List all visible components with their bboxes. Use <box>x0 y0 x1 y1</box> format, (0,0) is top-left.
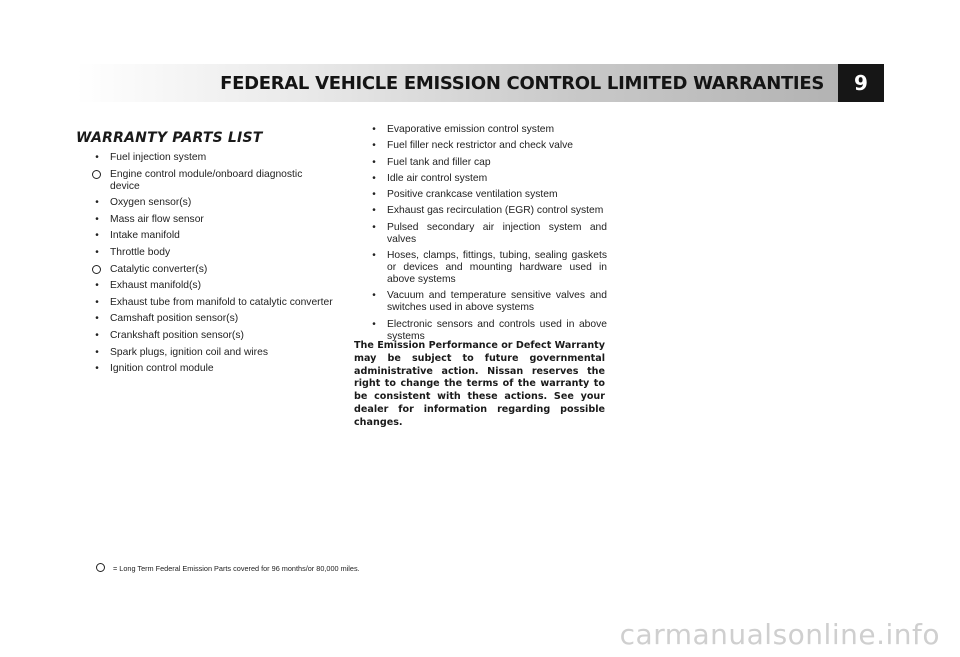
list-item <box>92 247 334 259</box>
footnote-text: = Long Term Federal Emission Parts covered for 96 months/or 80,000 miles. <box>113 564 360 573</box>
warranty-parts-list-right <box>369 124 607 347</box>
bullet-icon: • <box>95 363 99 375</box>
list-item <box>92 297 334 309</box>
warranty-disclaimer-note: The Emission Performance or Defect Warranty may be subject to future governmental administrative action. Nissan reserves the right to change the terms of the warranty to be consistent with these actions. See your dealer for information regarding possible changes. <box>354 340 605 428</box>
list-item-text: Oxygen sensor(s) <box>110 197 192 209</box>
list-item <box>369 124 607 136</box>
bullet-icon: • <box>95 329 99 341</box>
bullet-icon: • <box>95 230 99 242</box>
list-item-text: Fuel injection system <box>110 152 207 163</box>
bullet-icon: • <box>372 189 376 201</box>
list-item <box>92 313 334 325</box>
list-item <box>92 363 334 375</box>
bullet-icon: • <box>95 246 99 258</box>
list-item-text: Spark plugs, ignition coil and wires <box>110 346 268 358</box>
list-item-text: Mass air flow sensor <box>110 213 204 225</box>
bullet-icon: • <box>372 140 376 152</box>
list-item <box>369 173 607 185</box>
list-item <box>369 157 607 169</box>
list-item <box>369 250 607 286</box>
warranty-parts-list-heading: WARRANTY PARTS LIST <box>76 130 263 146</box>
bullet-icon: • <box>95 152 99 163</box>
list-item-text: Exhaust manifold(s) <box>110 280 201 292</box>
bullet-icon: • <box>372 124 376 135</box>
bullet-icon: • <box>95 197 99 209</box>
list-item <box>92 230 334 242</box>
chapter-number-badge: 9 <box>838 64 884 102</box>
list-item <box>369 222 607 246</box>
list-item-text: Evaporative emission control system <box>387 124 555 135</box>
bullet-icon: • <box>372 318 376 330</box>
list-item-text: Positive crankcase ventilation system <box>387 189 558 201</box>
list-item-text: Fuel filler neck restrictor and check valve <box>387 140 573 152</box>
list-item-text: Vacuum and temperature sensitive valves and switches used in above systems <box>387 290 607 314</box>
bullet-icon: • <box>372 290 376 302</box>
list-item <box>92 169 334 193</box>
bullet-icon: • <box>95 213 99 225</box>
bullet-icon: • <box>95 313 99 325</box>
list-item-text: Ignition control module <box>110 363 214 375</box>
bullet-icon: • <box>372 221 376 233</box>
list-item <box>369 205 607 217</box>
list-item <box>92 347 334 359</box>
list-item-text: Intake manifold <box>110 230 180 242</box>
footnote <box>96 562 360 573</box>
bullet-icon: • <box>95 296 99 308</box>
list-item-text: Camshaft position sensor(s) <box>110 313 239 325</box>
list-item-text: Engine control module/onboard diagnostic device <box>110 168 303 192</box>
list-item <box>92 152 334 164</box>
page-title: FEDERAL VEHICLE EMISSION CONTROL LIMITED WARRANTIES <box>220 73 824 94</box>
list-item-text: Electronic sensors and controls used in above systems <box>387 318 607 342</box>
header-bar <box>76 64 838 102</box>
list-item <box>369 189 607 201</box>
list-item-text: Fuel tank and filler cap <box>387 156 491 168</box>
list-item <box>92 214 334 226</box>
list-item-text: Catalytic converter(s) <box>110 263 208 275</box>
list-item-text: Exhaust tube from manifold to catalytic converter <box>110 296 333 308</box>
watermark: carmanualsonline.info <box>619 618 940 651</box>
warranty-parts-list-left <box>92 152 334 380</box>
bullet-icon: • <box>372 205 376 217</box>
list-item <box>92 264 334 276</box>
circle-marker-icon <box>96 563 105 572</box>
bullet-icon: • <box>372 250 376 262</box>
bullet-icon: • <box>372 156 376 168</box>
list-item <box>92 197 334 209</box>
circle-marker-icon <box>92 170 101 179</box>
list-item-text: Pulsed secondary air injection system and valves <box>387 221 607 245</box>
bullet-icon: • <box>95 346 99 358</box>
list-item <box>92 280 334 292</box>
list-item-text: Idle air control system <box>387 172 488 184</box>
list-item <box>369 290 607 314</box>
bullet-icon: • <box>372 172 376 184</box>
bullet-icon: • <box>95 280 99 292</box>
list-item-text: Crankshaft position sensor(s) <box>110 329 244 341</box>
list-item <box>369 140 607 152</box>
circle-marker-icon <box>92 265 101 274</box>
list-item-text: Hoses, clamps, fittings, tubing, sealing gaskets or devices and mounting hardware used in above systems <box>387 250 607 286</box>
list-item-text: Exhaust gas recirculation (EGR) control system <box>387 205 604 217</box>
list-item <box>92 330 334 342</box>
list-item-text: Throttle body <box>110 246 171 258</box>
